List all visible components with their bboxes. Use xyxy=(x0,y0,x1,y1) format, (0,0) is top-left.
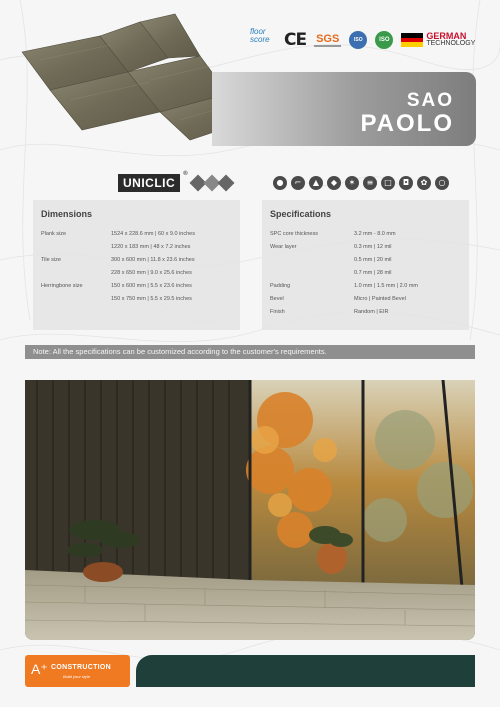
ce-mark: CE xyxy=(284,30,307,50)
company-mark: A⁺ xyxy=(31,661,48,677)
row-value: 150 x 750 mm | 5.5 x 29.5 inches xyxy=(111,296,192,302)
company-tagline: Build your style xyxy=(63,674,91,679)
row-value: 1524 x 228.6 mm | 60 x 9.0 inches xyxy=(111,231,195,237)
pet-friendly-icon: ✶ xyxy=(345,176,359,190)
table-row xyxy=(33,280,240,293)
row-value: Random | EIR xyxy=(354,309,389,315)
click-pattern-icons xyxy=(192,177,232,189)
row-label: Wear layer xyxy=(270,244,297,250)
table-row xyxy=(33,254,240,267)
company-name: CONSTRUCTION xyxy=(51,664,111,671)
uniclic-system xyxy=(118,171,232,192)
table-row xyxy=(33,241,240,254)
table-row xyxy=(262,254,469,267)
row-label: Finish xyxy=(270,309,285,315)
floorscore-logo xyxy=(248,27,276,53)
product-name-line2: PAOLO xyxy=(360,110,454,137)
row-value: Micro | Painted Bevel xyxy=(354,296,406,302)
table-row xyxy=(262,293,469,306)
table-row xyxy=(262,280,469,293)
uv-resistant-icon: ◘ xyxy=(399,176,413,190)
row-value: 0.5 mm | 20 mil xyxy=(354,257,392,263)
row-label: Herringbone size xyxy=(41,283,83,289)
footer-bar xyxy=(136,655,475,687)
row-label: Bevel xyxy=(270,296,284,302)
row-label: SPC core thickness xyxy=(270,231,318,237)
row-label xyxy=(262,267,354,280)
scratch-resistant-icon: ◆ xyxy=(327,176,341,190)
german-label: GERMAN xyxy=(426,31,467,41)
diamond-icon xyxy=(218,175,235,192)
fire-resistant-icon: ▲ xyxy=(309,176,323,190)
table-row xyxy=(262,267,469,280)
iso-badge: ISO xyxy=(349,31,367,49)
certifications-row xyxy=(248,27,475,53)
row-label: Plank size xyxy=(41,231,67,237)
row-value: 0.3 mm | 12 mil xyxy=(354,244,392,250)
row-label xyxy=(33,241,111,254)
slip-resistant-icon: ⌐ xyxy=(291,176,305,190)
table-row xyxy=(33,293,240,306)
row-label xyxy=(33,267,111,280)
row-value: 3.2 mm - 8.0 mm xyxy=(354,231,396,237)
row-value: 0.7 mm | 28 mil xyxy=(354,270,392,276)
eco-friendly-icon: ✿ xyxy=(417,176,431,190)
table-row xyxy=(262,228,469,241)
easy-install-icon: ≡ xyxy=(363,176,377,190)
company-logo xyxy=(25,655,130,687)
uniclic-logo xyxy=(118,171,189,192)
row-value: 1.0 mm | 1.5 mm | 2.0 mm xyxy=(354,283,418,289)
product-title-banner xyxy=(212,72,476,146)
customization-note: Note: All the specifications can be customized according to the customer's requirements. xyxy=(25,345,475,359)
table-row xyxy=(262,306,469,319)
row-label xyxy=(33,293,111,306)
iso-green-badge: ISO xyxy=(375,31,393,49)
table-row xyxy=(262,241,469,254)
anti-bacterial-icon: ○ xyxy=(435,176,449,190)
row-value: 228 x 650 mm | 9.0 x 25.6 inches xyxy=(111,270,192,276)
row-value: 300 x 600 mm | 11.8 x 23.6 inches xyxy=(111,257,195,263)
germany-flag-icon xyxy=(401,33,423,47)
specifications-title: Specifications xyxy=(270,209,332,219)
row-label: Padding xyxy=(270,283,291,289)
row-value: 150 x 600 mm | 5.5 x 23.6 inches xyxy=(111,283,192,289)
german-technology-badge xyxy=(401,32,475,48)
sgs-logo: SGS xyxy=(316,33,340,45)
specifications-panel xyxy=(262,200,469,330)
feature-icons-row xyxy=(273,176,449,190)
dimensions-panel xyxy=(33,200,240,330)
room-scene-image xyxy=(25,380,475,640)
row-label xyxy=(262,254,354,267)
floorscore-text: floor score xyxy=(250,27,270,44)
table-row xyxy=(33,267,240,280)
stain-resistant-icon: □ xyxy=(381,176,395,190)
technology-label: TECHNOLOGY xyxy=(426,40,476,47)
row-label: Tile size xyxy=(41,257,61,263)
uniclic-text: UNICLIC xyxy=(123,176,176,190)
waterproof-icon: ● xyxy=(273,176,287,190)
registered-mark: ® xyxy=(183,171,189,177)
product-name-line1: SAO xyxy=(406,90,454,111)
row-value: 1220 x 183 mm | 48 x 7.2 inches xyxy=(111,244,191,250)
table-row xyxy=(33,228,240,241)
dimensions-title: Dimensions xyxy=(41,209,93,219)
